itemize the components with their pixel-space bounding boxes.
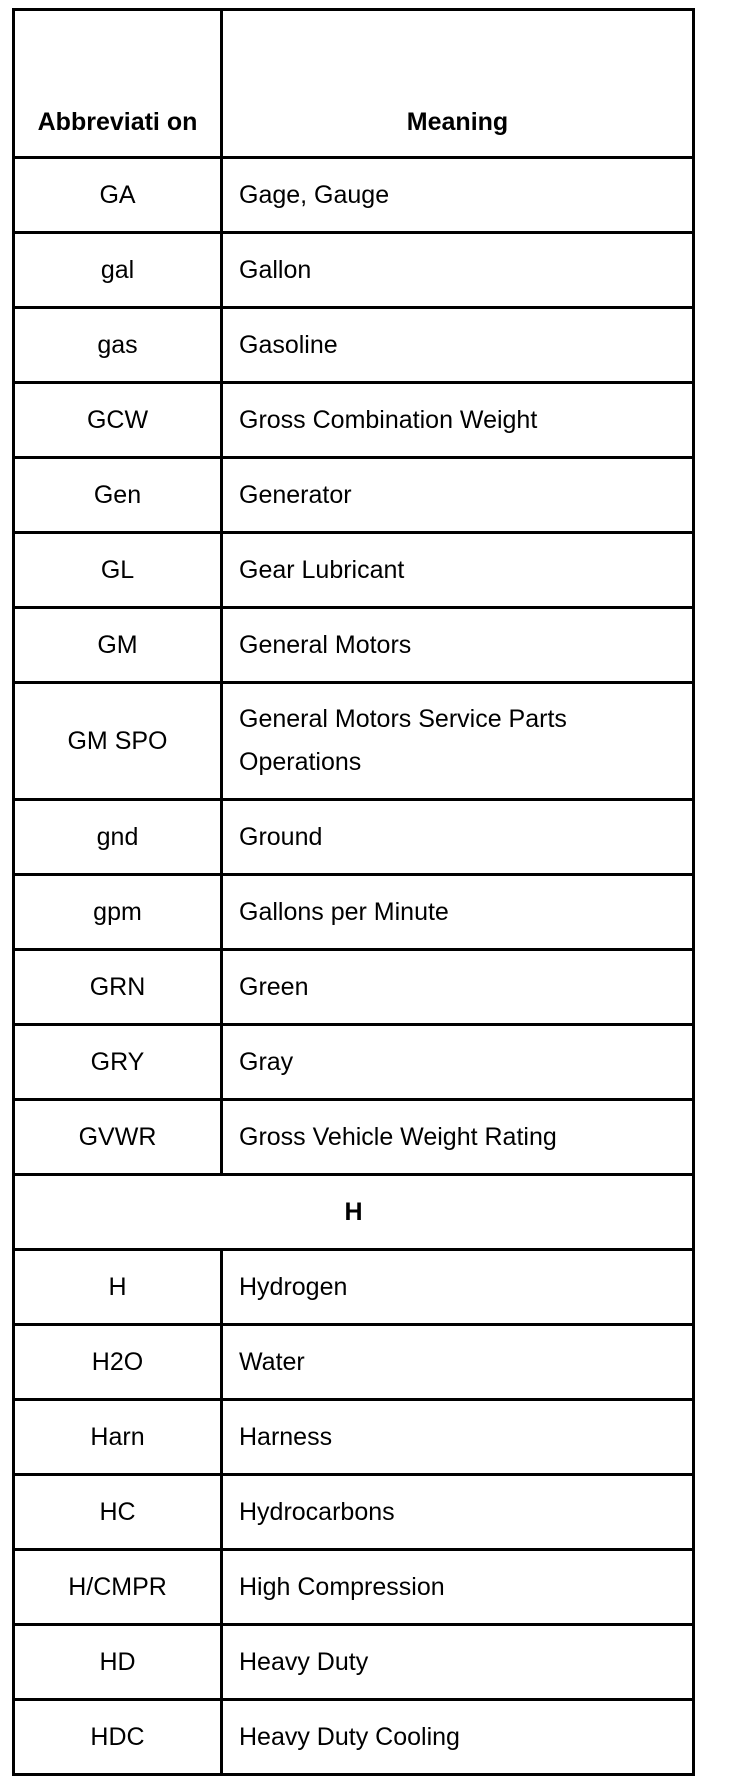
abbreviation-cell: Harn: [14, 1400, 222, 1475]
table-row: [14, 1625, 694, 1700]
meaning-cell: Harness: [222, 1400, 694, 1475]
abbreviation-cell: GM: [14, 608, 222, 683]
abbreviation-table: [12, 8, 695, 1776]
section-heading: H: [14, 1175, 694, 1250]
table-row: [14, 383, 694, 458]
meaning-cell: Gear Lubricant: [222, 533, 694, 608]
table-row: [14, 1550, 694, 1625]
table-row: [14, 458, 694, 533]
meaning-cell: Hydrogen: [222, 1250, 694, 1325]
abbreviation-cell: gnd: [14, 800, 222, 875]
table-body: [14, 158, 694, 1775]
table-row: [14, 1100, 694, 1175]
table-row: [14, 608, 694, 683]
meaning-cell: Generator: [222, 458, 694, 533]
meaning-cell: High Compression: [222, 1550, 694, 1625]
table-row: [14, 1400, 694, 1475]
abbreviation-cell: GRY: [14, 1025, 222, 1100]
meaning-cell: Gallons per Minute: [222, 875, 694, 950]
meaning-cell: Green: [222, 950, 694, 1025]
table-row: [14, 683, 694, 800]
abbreviation-cell: Gen: [14, 458, 222, 533]
table-row: [14, 1475, 694, 1550]
meaning-cell: Heavy Duty Cooling: [222, 1700, 694, 1775]
abbreviation-cell: HD: [14, 1625, 222, 1700]
meaning-cell: Gross Vehicle Weight Rating: [222, 1100, 694, 1175]
abbreviation-cell: GVWR: [14, 1100, 222, 1175]
meaning-cell: Hydrocarbons: [222, 1475, 694, 1550]
table-row: [14, 233, 694, 308]
abbreviation-cell: gpm: [14, 875, 222, 950]
abbreviation-cell: H: [14, 1250, 222, 1325]
abbreviation-cell: GM SPO: [14, 683, 222, 800]
meaning-cell: Gray: [222, 1025, 694, 1100]
abbreviation-cell: GCW: [14, 383, 222, 458]
abbreviation-cell: gas: [14, 308, 222, 383]
abbreviation-cell: HDC: [14, 1700, 222, 1775]
abbreviation-cell: GA: [14, 158, 222, 233]
table-row: [14, 533, 694, 608]
meaning-column-header: Meaning: [222, 10, 694, 158]
table-row: [14, 1325, 694, 1400]
meaning-cell: Ground: [222, 800, 694, 875]
table-row: [14, 158, 694, 233]
section-heading-row: [14, 1175, 694, 1250]
abbreviation-cell: H/CMPR: [14, 1550, 222, 1625]
abbreviation-cell: GRN: [14, 950, 222, 1025]
table-row: [14, 308, 694, 383]
meaning-cell: Gross Combination Weight: [222, 383, 694, 458]
table-row: [14, 950, 694, 1025]
abbreviation-column-header: Abbreviati on: [14, 10, 222, 158]
abbreviation-cell: H2O: [14, 1325, 222, 1400]
meaning-cell: General Motors Service Parts Operations: [222, 683, 694, 800]
table-header-row: [14, 10, 694, 158]
meaning-cell: Gallon: [222, 233, 694, 308]
abbreviation-cell: GL: [14, 533, 222, 608]
table-row: [14, 1250, 694, 1325]
table-row: [14, 875, 694, 950]
table-row: [14, 800, 694, 875]
meaning-cell: Gage, Gauge: [222, 158, 694, 233]
meaning-cell: Water: [222, 1325, 694, 1400]
abbreviation-cell: gal: [14, 233, 222, 308]
meaning-cell: Gasoline: [222, 308, 694, 383]
meaning-cell: General Motors: [222, 608, 694, 683]
table-row: [14, 1700, 694, 1775]
meaning-cell: Heavy Duty: [222, 1625, 694, 1700]
table-row: [14, 1025, 694, 1100]
abbreviation-cell: HC: [14, 1475, 222, 1550]
